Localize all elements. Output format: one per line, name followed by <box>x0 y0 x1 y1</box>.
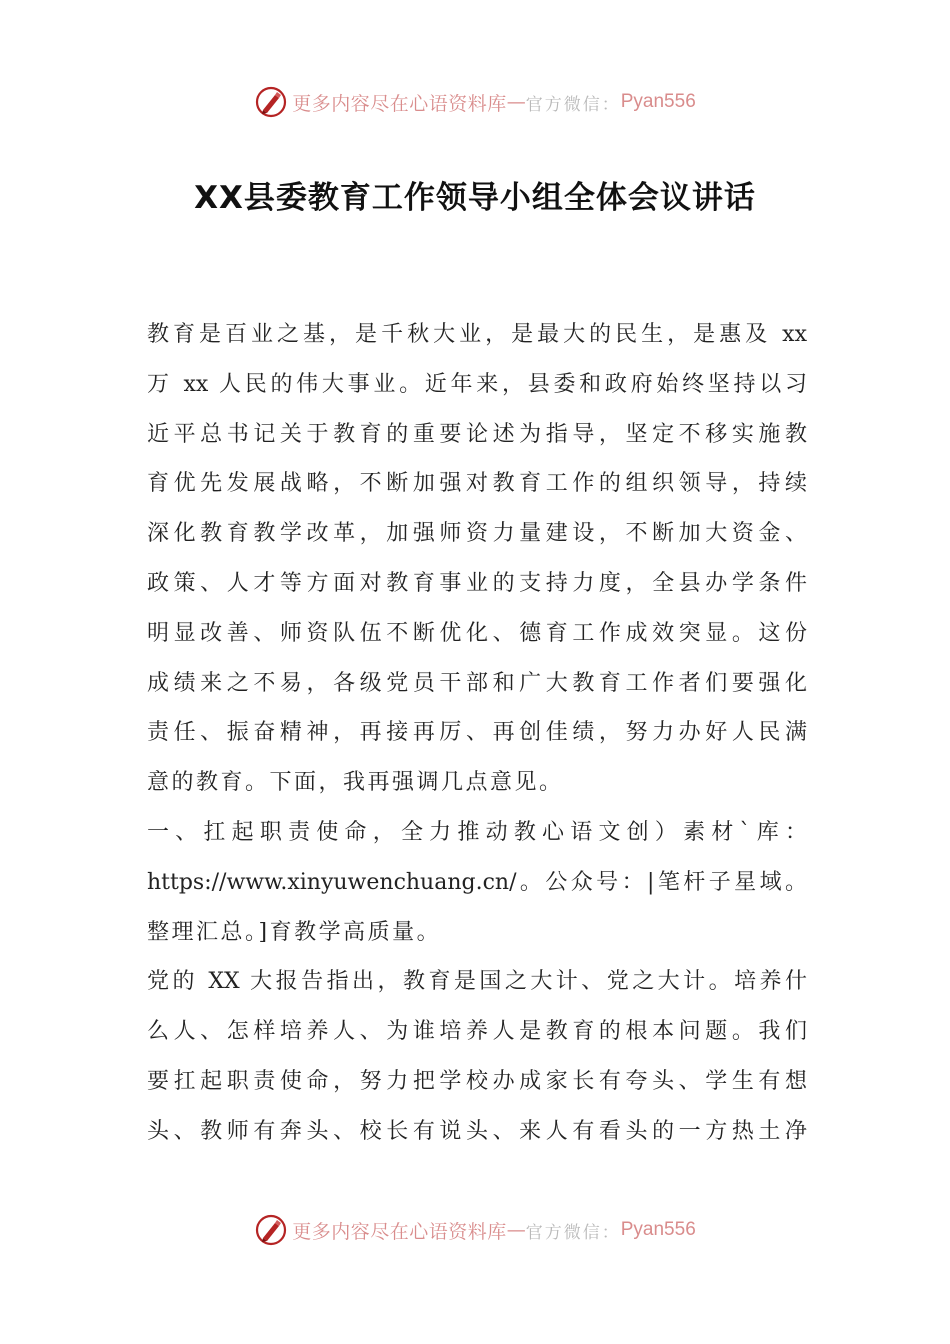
body-line: 教育是百业之基，是千秋大业，是最大的民生，是惠及 xx <box>147 322 807 347</box>
document-body <box>147 310 807 1157</box>
body-line: 么人、怎样培养人、为谁培养人是教育的根本问题。我们 <box>147 1019 807 1045</box>
body-line: 育优先发展战略，不断加强对教育工作的组织领导，持续 <box>147 471 807 497</box>
body-line: 万 xx 人民的伟大事业。近年来，县委和政府始终坚持以习 <box>147 371 807 397</box>
body-line: 成绩来之不易，各级党员干部和广大教育工作者们要强化 <box>147 670 807 696</box>
watermark-text: 更多内容尽在心语资料库 <box>292 1220 507 1243</box>
watermark-wechat-id: Pyan556 <box>620 1219 696 1240</box>
body-line: 头、教师有奔头、校长有说头、来人有看头的一方热土净 <box>147 1118 807 1144</box>
watermark-dash: — <box>506 91 526 113</box>
header-watermark <box>0 82 950 122</box>
body-line: 责任、振奋精神，再接再厉、再创佳绩，努力办好人民满 <box>147 720 807 746</box>
watermark-dash: — <box>506 1219 526 1241</box>
pen-logo-icon <box>254 85 288 119</box>
document-title: XX县委教育工作领导小组全体会议讲话 <box>194 180 756 216</box>
section-heading-line: 一、扛起职责使命，全力推动教心语文创）素材`库： <box>147 819 807 845</box>
watermark-wechat-id: Pyan556 <box>620 91 696 112</box>
body-line: 整理汇总。]育教学高质量。 <box>147 919 442 945</box>
watermark-text: 更多内容尽在心语资料库 <box>292 92 507 115</box>
pen-logo-icon <box>254 1213 288 1247</box>
body-line: 政策、人才等方面对教育事业的支持力度，全县办学条件 <box>147 570 807 596</box>
body-line: 意的教育。下面，我再强调几点意见。 <box>147 770 564 796</box>
watermark-wechat-label: 官方微信： <box>525 1222 621 1243</box>
body-line-url: https://www.xinyuwenchuang.cn/。公众号：|笔杆子星域。 <box>147 869 807 895</box>
footer-watermark <box>0 1210 950 1250</box>
body-line: 明显改善、师资队伍不断优化、德育工作成效突显。这份 <box>147 620 807 646</box>
body-line: 党的 XX 大报告指出，教育是国之大计、党之大计。培养什 <box>147 969 807 995</box>
body-line: 深化教育教学改革，加强师资力量建设，不断加大资金、 <box>147 521 807 547</box>
body-line: 要扛起职责使命，努力把学校办成家长有夸头、学生有想 <box>147 1068 807 1094</box>
body-line: 近平总书记关于教育的重要论述为指导，坚定不移实施教 <box>147 421 807 447</box>
watermark-wechat-label: 官方微信： <box>525 94 621 115</box>
